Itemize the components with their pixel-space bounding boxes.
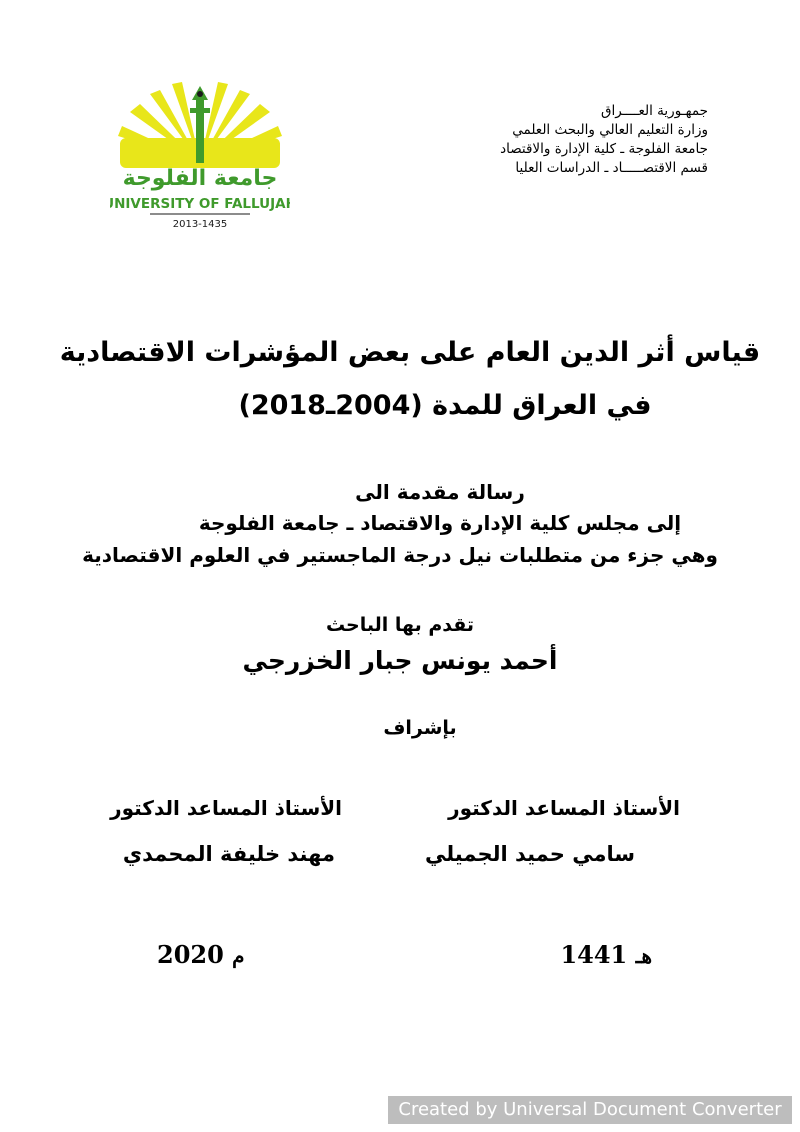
logo-arabic-name: جامعة الفلوجة [122, 166, 278, 191]
logo-years: 2013-1435 [172, 219, 228, 230]
gregorian-date [143, 940, 245, 969]
author-intro: تقدم بها الباحث [325, 614, 475, 636]
advisor-2-name: مهند خليفة المحمدي [122, 842, 335, 866]
logo-graphic [110, 82, 290, 232]
advisor-2-title: الأستاذ المساعد الدكتور [110, 796, 342, 820]
thesis-title-line1: قياس أثر الدين العام على بعض المؤشرات الاقتصادية [59, 337, 761, 368]
header-university-college: جامعة الفلوجة ـ كلية الإدارة والاقتصاد [500, 141, 708, 157]
converter-watermark: Created by Universal Document Converter [388, 1096, 792, 1124]
hijri-date [560, 940, 652, 969]
logo-english-name: UNIVERSITY OF FALLUJAH [110, 196, 290, 212]
gregorian-year: 2020 [157, 940, 224, 969]
submission-line1: رسالة مقدمة الى [355, 480, 525, 504]
header-department: قسم الاقتصـــــاد ـ الدراسات العليا [515, 160, 708, 176]
hijri-suffix: هـ [635, 944, 652, 968]
hijri-year: 1441 [560, 940, 628, 969]
university-logo [110, 82, 290, 232]
header-country: جمهـورية العــــراق [601, 103, 708, 119]
ministry-header [368, 102, 708, 178]
author-name: أحمد يونس جبار الخزرجي [242, 646, 558, 675]
submission-line3: وهي جزء من متطلبات نيل درجة الماجستير في العلوم الاقتصادية [82, 543, 718, 567]
supervision-label: بإشراف [383, 717, 457, 739]
header-ministry: وزارة التعليم العالي والبحث العلمي [512, 122, 708, 138]
advisor-1-title: الأستاذ المساعد الدكتور [448, 796, 680, 820]
thesis-title-line2: في العراق للمدة (2004ـ2018) [238, 390, 652, 421]
advisor-1-name: سامي حميد الجميلي [424, 842, 635, 866]
gregorian-suffix: م [232, 944, 245, 968]
submission-line2: إلى مجلس كلية الإدارة والاقتصاد ـ جامعة الفلوجة [198, 511, 682, 535]
